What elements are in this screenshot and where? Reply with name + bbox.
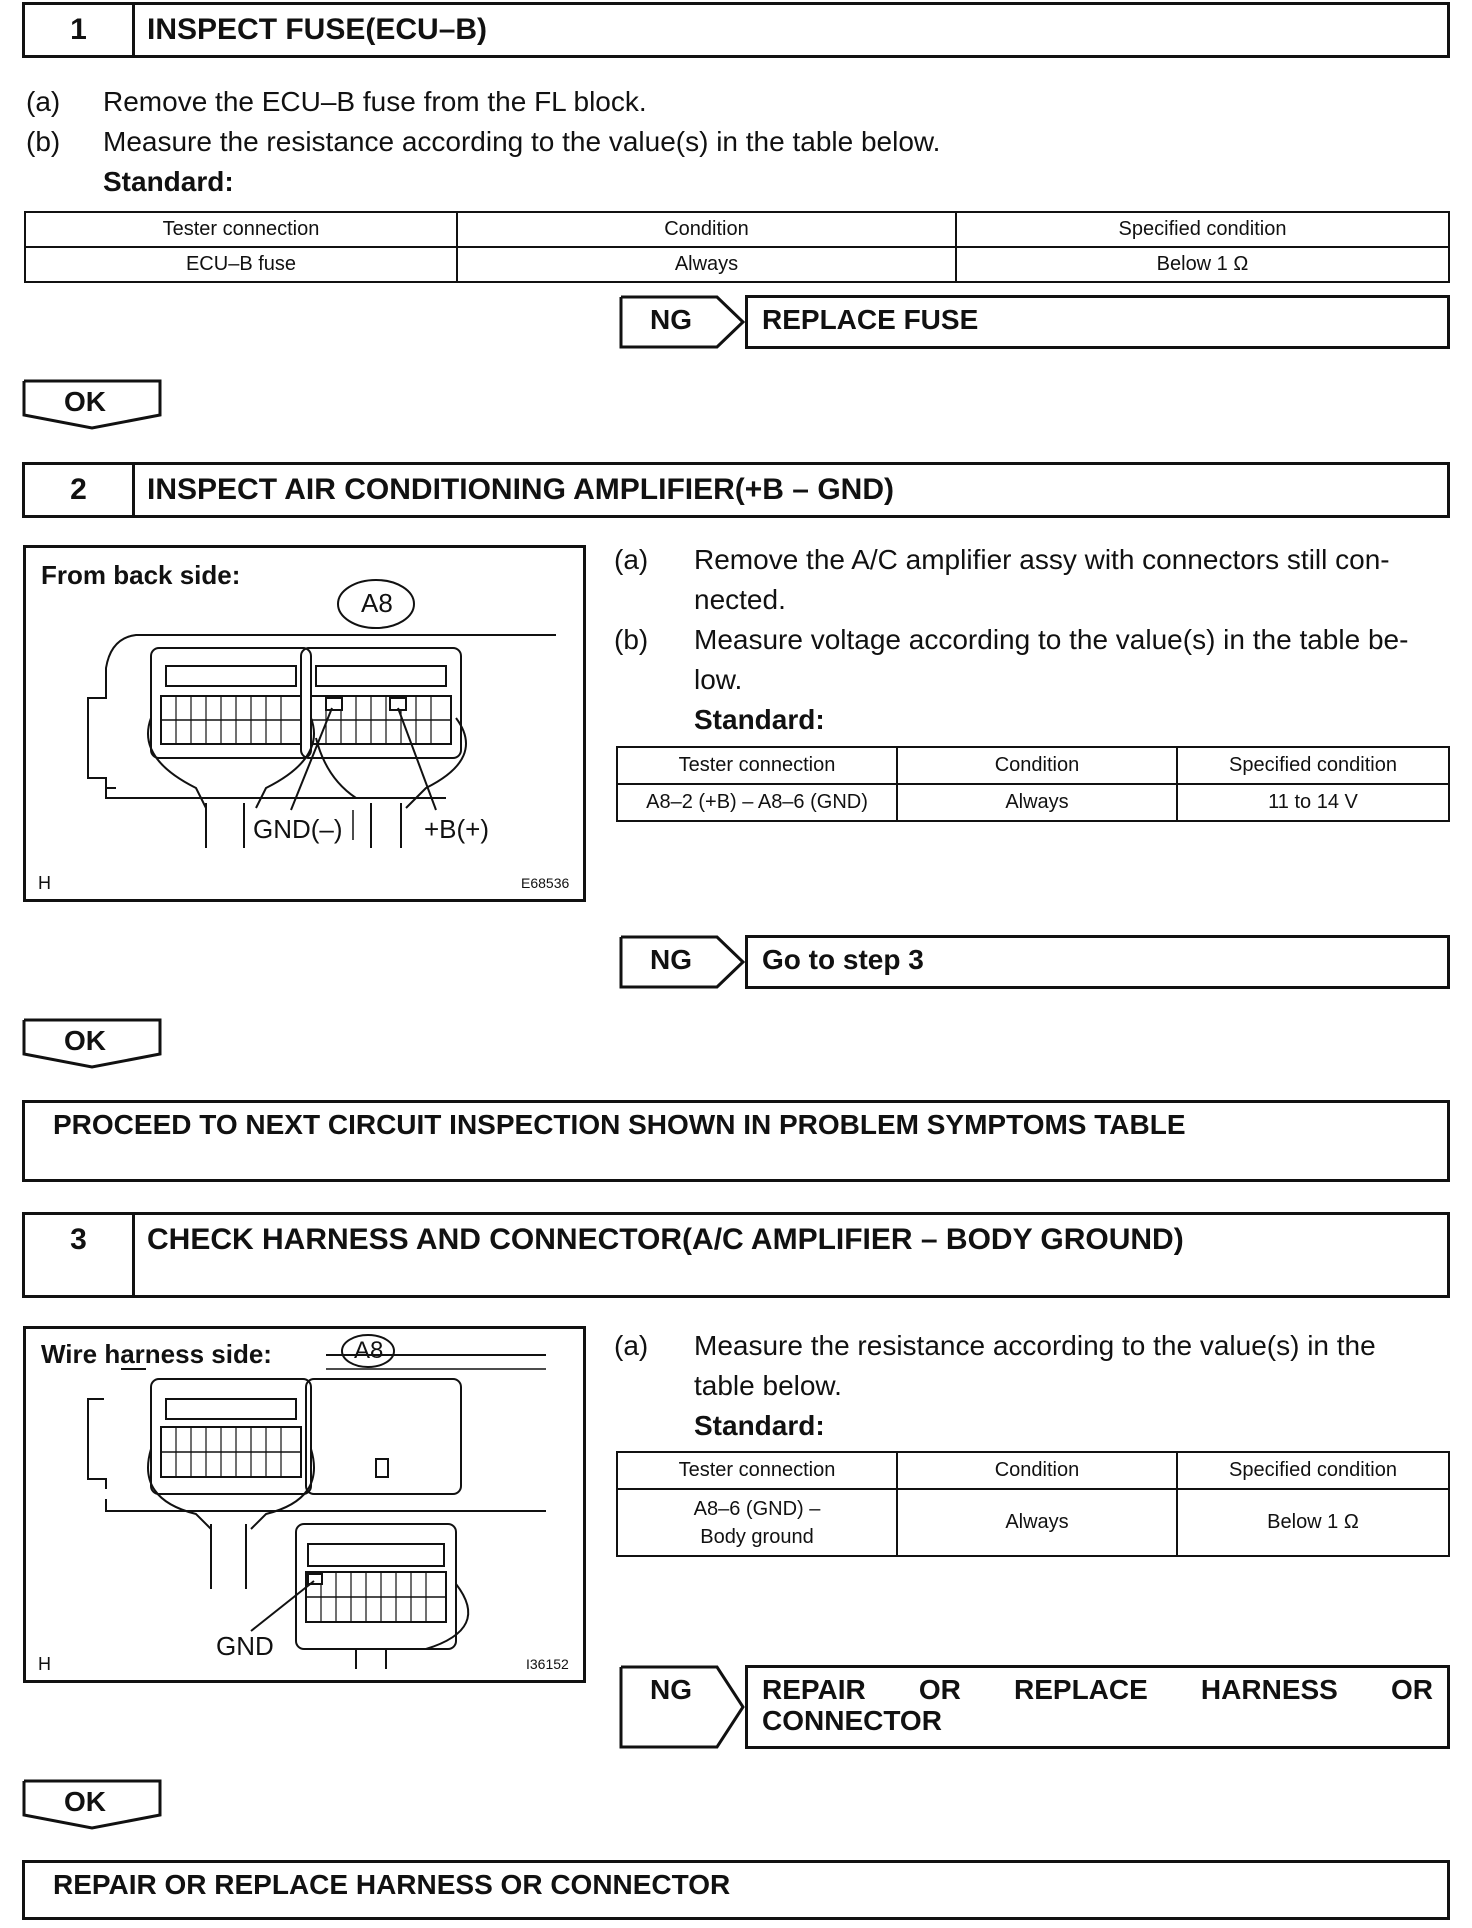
proceed-box — [22, 1100, 1450, 1182]
connector-diagram-icon — [26, 1329, 583, 1680]
table-header: Condition — [457, 212, 956, 247]
table-cell: ECU–B fuse — [25, 247, 457, 282]
table-cell: Below 1 Ω — [956, 247, 1449, 282]
connector-label: A8 — [354, 1337, 384, 1364]
step1-b-label: (b) — [26, 126, 61, 157]
step1-a-text: Remove the ECU–B fuse from the FL block. — [103, 86, 647, 117]
ng-result-text-cont: CONNECTOR — [762, 1705, 942, 1736]
figure-code: I36152 — [526, 1656, 569, 1672]
step3-a-text: Measure the resistance according to the value(s) in the — [694, 1330, 1376, 1361]
table-cell: 11 to 14 V — [1177, 784, 1449, 821]
tester-connection-line-2: Body ground — [700, 1525, 814, 1548]
step1-b-text: Measure the resistance according to the value(s) in the table below. — [103, 126, 941, 157]
ng-result-box — [745, 295, 1450, 349]
step-1-header — [22, 2, 1450, 58]
step2-b-label: (b) — [614, 624, 649, 655]
connector-diagram-icon — [26, 548, 583, 899]
ok-label: OK — [64, 1786, 106, 1817]
ok-label: OK — [64, 386, 106, 417]
connector-label: A8 — [361, 588, 393, 618]
table-cell: Always — [457, 247, 956, 282]
table-header: Specified condition — [1177, 1452, 1449, 1489]
step2-connector-figure — [23, 545, 586, 902]
figure-title: From back side: — [41, 560, 241, 590]
step1-spec-table — [24, 211, 1450, 283]
b-plus-label: +B(+) — [424, 814, 490, 844]
step-2-header — [22, 462, 1450, 518]
table-header: Tester connection — [617, 747, 897, 784]
step2-a-text-cont: nected. — [694, 584, 786, 615]
table-cell — [617, 1489, 897, 1556]
ng-label: NG — [650, 944, 692, 975]
figure-title: Wire harness side: — [41, 1339, 272, 1369]
step2-b-text: Measure voltage according to the value(s) in the table be- — [694, 624, 1409, 655]
ng-result-text: REPAIR OR REPLACE HARNESS OR — [762, 1674, 1433, 1705]
step2-spec-table — [616, 746, 1450, 822]
step3-a-label: (a) — [614, 1330, 649, 1361]
step-number: 2 — [25, 465, 135, 515]
gnd-label: GND(–) — [253, 814, 343, 844]
ng-result-text: Go to step 3 — [762, 944, 924, 975]
ng-result-box — [745, 1665, 1450, 1749]
figure-corner-mark: H — [38, 873, 51, 893]
table-cell: Always — [897, 1489, 1177, 1556]
figure-corner-mark: H — [38, 1654, 51, 1674]
table-cell: Below 1 Ω — [1177, 1489, 1449, 1556]
final-action-box — [22, 1860, 1450, 1920]
step3-standard-label: Standard: — [694, 1410, 825, 1441]
table-header: Condition — [897, 1452, 1177, 1489]
tester-connection-line-1: A8–6 (GND) – — [693, 1497, 821, 1520]
ng-result-text: REPLACE FUSE — [762, 304, 979, 335]
final-action-text: REPAIR OR REPLACE HARNESS OR CONNECTOR — [53, 1869, 731, 1900]
step-3-header — [22, 1212, 1450, 1298]
step3-connector-figure — [23, 1326, 586, 1683]
ng-label: NG — [650, 1674, 692, 1705]
gnd-label: GND — [216, 1631, 274, 1661]
step-title: INSPECT AIR CONDITIONING AMPLIFIER(+B – GND) — [147, 473, 894, 506]
table-header: Condition — [897, 747, 1177, 784]
table-header: Specified condition — [956, 212, 1449, 247]
step-title: INSPECT FUSE(ECU–B) — [147, 13, 488, 46]
step1-a-label: (a) — [26, 86, 61, 117]
step-number: 3 — [25, 1215, 135, 1295]
figure-code: E68536 — [521, 875, 570, 891]
step2-a-text: Remove the A/C amplifier assy with connectors still con- — [694, 544, 1390, 575]
step2-b-text-cont: low. — [694, 664, 743, 695]
table-header: Tester connection — [25, 212, 457, 247]
ok-label: OK — [64, 1025, 106, 1056]
step3-a-text-cont: table below. — [694, 1370, 842, 1401]
step-number: 1 — [25, 5, 135, 55]
table-cell: A8–2 (+B) – A8–6 (GND) — [617, 784, 897, 821]
table-header: Tester connection — [617, 1452, 897, 1489]
table-cell: Always — [897, 784, 1177, 821]
step3-spec-table — [616, 1451, 1450, 1557]
ng-result-box — [745, 935, 1450, 989]
step1-standard-label: Standard: — [103, 166, 234, 197]
step2-standard-label: Standard: — [694, 704, 825, 735]
proceed-text: PROCEED TO NEXT CIRCUIT INSPECTION SHOWN IN PROBLEM SYMPTOMS TABLE — [53, 1109, 1186, 1140]
step-title: CHECK HARNESS AND CONNECTOR(A/C AMPLIFIER – BODY GROUND) — [147, 1223, 1184, 1256]
table-header: Specified condition — [1177, 747, 1449, 784]
ng-label: NG — [650, 304, 692, 335]
step2-a-label: (a) — [614, 544, 649, 575]
